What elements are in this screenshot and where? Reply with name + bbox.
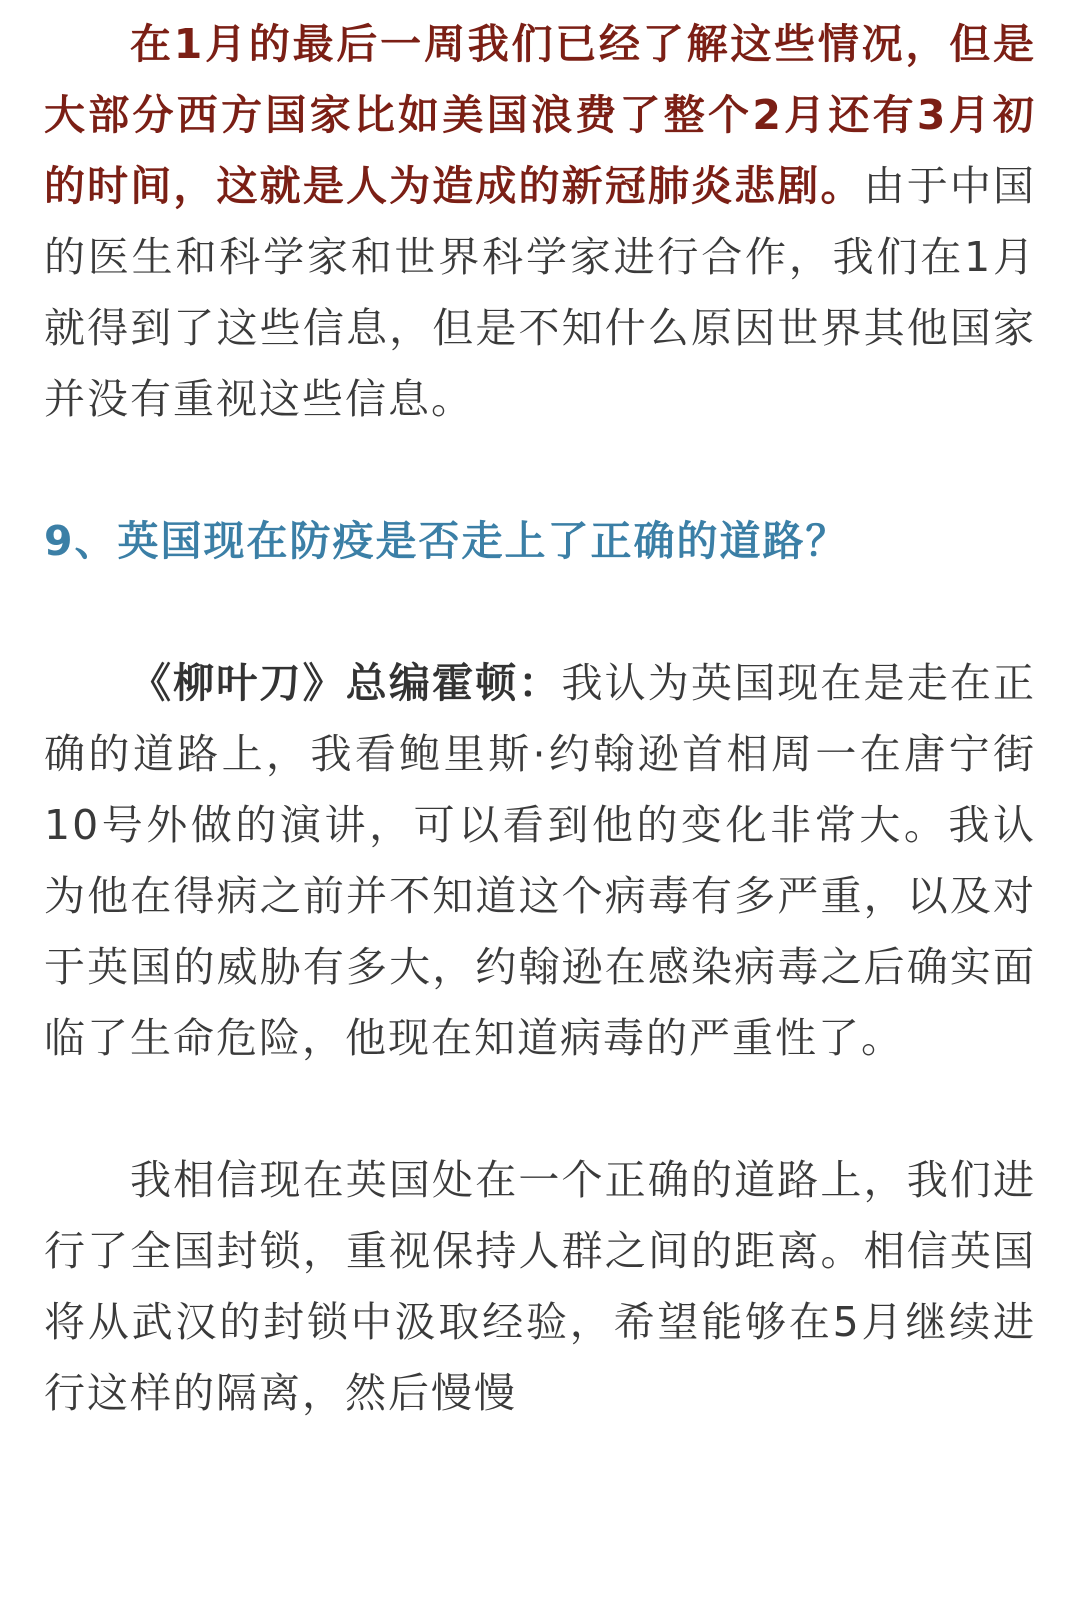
paragraph-3-text: 我相信现在英国处在一个正确的道路上，我们进行了全国封锁，重视保持人群之间的距离。相信英国将从武汉的封锁中汲取经验，希望能够在5月继续进行这样的隔离，然后慢慢: [44, 1156, 1036, 1417]
spacer: [44, 577, 1036, 648]
paragraph-1: [44, 9, 1036, 435]
paragraph-1-text: 由于中国的医生和科学家和世界科学家进行合作，我们在1月就得到了这些信息，但是不知什么原因世界其他国家并没有重视这些信息。: [44, 162, 1037, 423]
speaker-label: 《柳叶刀》总编霍顿：: [130, 659, 562, 707]
paragraph-3: [44, 1145, 1036, 1429]
article-body: [44, 9, 1036, 1429]
emphasis-text: 在1月的最后一周我们已经了解这些情况，但是大部分西方国家比如美国浪费了整个2月还有3月初的时间，这就是人为造成的新冠肺炎悲剧。: [44, 20, 1036, 210]
paragraph-2: [44, 648, 1036, 1074]
paragraph-2-text: 我认为英国现在是走在正确的道路上，我看鲍里斯·约翰逊首相周一在唐宁街10号外做的演讲，可以看到他的变化非常大。我认为他在得病之前并不知道这个病毒有多严重，以及对于英国的威胁有多大，约翰逊在感染病毒之后确实面临了生命危险，他现在知道病毒的严重性了。: [44, 659, 1036, 1062]
spacer: [44, 435, 1036, 506]
section-heading: 9、英国现在防疫是否走上了正确的道路？: [44, 517, 849, 565]
spacer: [44, 1074, 1036, 1145]
